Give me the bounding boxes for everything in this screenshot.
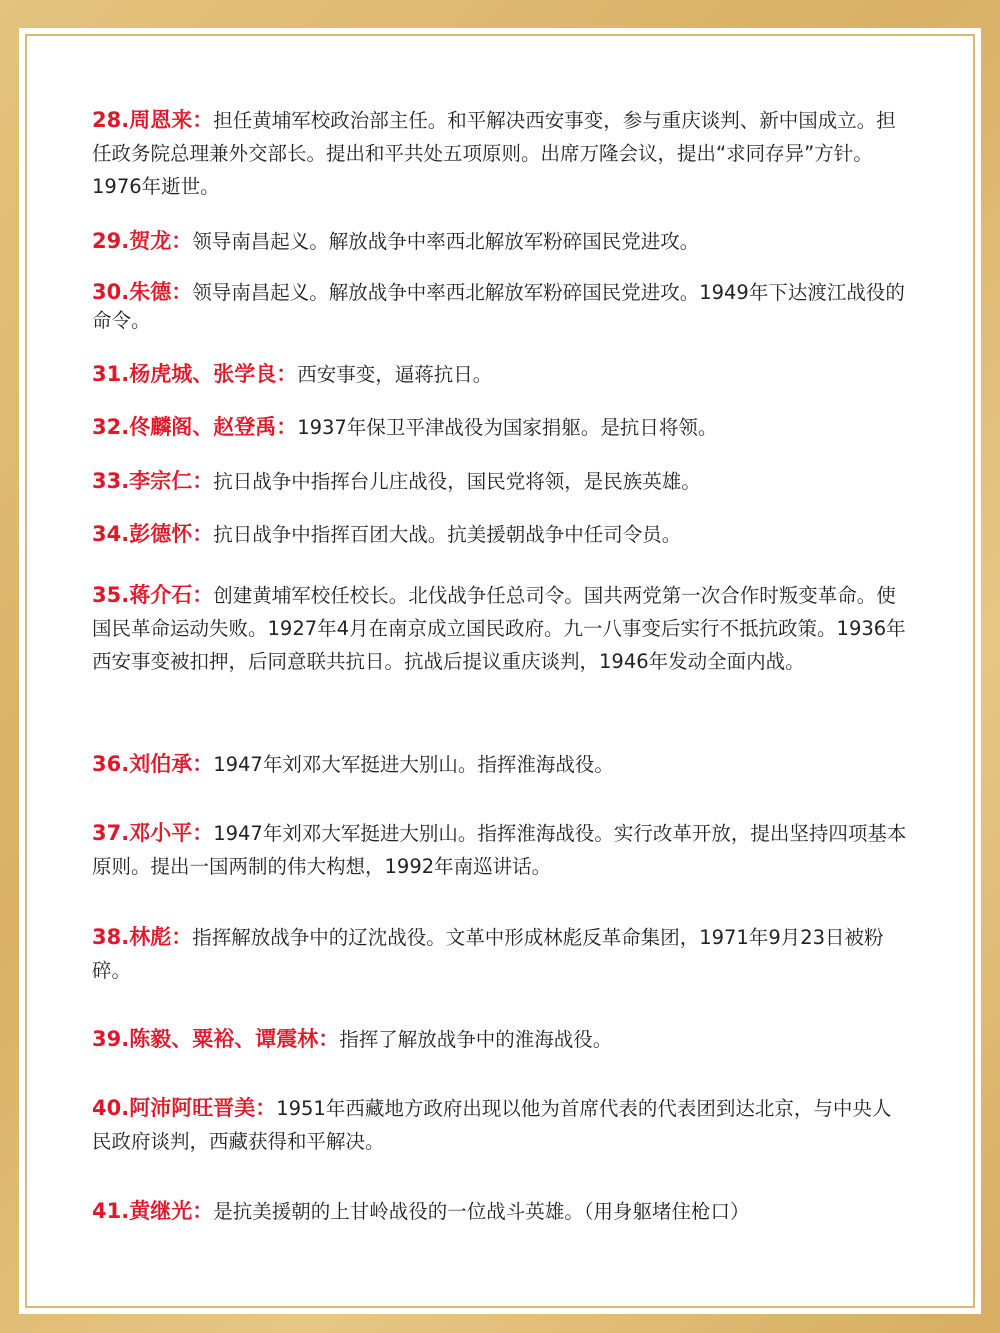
entry-40 [92,1092,910,1158]
entry-text: 领导南昌起义。解放战争中率西北解放军粉碎国民党进攻。1949年下达渡江战役的命令。 [92,281,905,332]
entry-name: 32.佟麟阁、赵登禹： [92,415,298,439]
entry-name: 39.陈毅、粟裕、谭震林： [92,1027,340,1051]
entry-39 [92,1023,910,1056]
entry-41 [92,1195,910,1228]
entry-28 [92,104,910,203]
entry-name: 36.刘伯承： [92,752,214,776]
entry-29 [92,225,910,258]
entry-text: 1937年保卫平津战役为国家捐躯。是抗日将领。 [297,416,718,439]
entry-text: 抗日战争中指挥百团大战。抗美援朝战争中任司令员。 [213,523,682,546]
entry-35 [92,579,910,678]
entry-name: 31.杨虎城、张学良： [92,362,298,386]
entry-37 [92,817,910,883]
entry-name: 35.蒋介石： [92,583,214,607]
entry-name: 33.李宗仁： [92,469,214,493]
entry-name: 40.阿沛阿旺晋美： [92,1096,277,1120]
entry-31 [92,358,910,391]
entry-text: 担任黄埔军校政治部主任。和平解决西安事变，参与重庆谈判、新中国成立。担任政务院总理兼外交部长。提出和平共处五项原则。出席万隆会议，提出“求同存异”方针。1976年逝世。 [92,109,896,198]
content-card [19,28,981,1314]
entry-34 [92,518,910,551]
entry-name: 29.贺龙： [92,229,193,253]
entry-32 [92,411,910,444]
entry-text: 1947年刘邓大军挺进大别山。指挥淮海战役。 [213,753,614,776]
entry-text: 1951年西藏地方政府出现以他为首席代表的代表团到达北京，与中央人民政府谈判，西藏获得和平解决。 [92,1097,892,1153]
entry-name: 28.周恩来： [92,108,214,132]
entry-text: 是抗美援朝的上甘岭战役的一位战斗英雄。（用身躯堵住枪口） [213,1200,750,1223]
entry-name: 34.彭德怀： [92,522,214,546]
entry-name: 30.朱德： [92,280,193,304]
entry-36 [92,748,910,781]
entry-text: 指挥了解放战争中的淮海战役。 [339,1028,613,1051]
entry-name: 37.邓小平： [92,821,214,845]
entry-text: 指挥解放战争中的辽沈战役。文革中形成林彪反革命集团，1971年9月23日被粉碎。 [92,926,884,982]
entry-text: 创建黄埔军校任校长。北伐战争任总司令。国共两党第一次合作时叛变革命。使国民革命运动失败。1927年4月在南京成立国民政府。九一八事变后实行不抵抗政策。1936年西安事变被扣押，后同意联共抗日。抗战后提议重庆谈判，1946年发动全面内战。 [92,584,906,673]
entry-text: 1947年刘邓大军挺进大别山。指挥淮海战役。实行改革开放，提出坚持四项基本原则。提出一国两制的伟大构想，1992年南巡讲话。 [92,822,907,878]
entry-30 [92,278,910,335]
entry-text: 抗日战争中指挥台儿庄战役，国民党将领，是民族英雄。 [213,470,701,493]
entry-33 [92,465,910,498]
entry-38 [92,921,910,987]
entry-text: 领导南昌起义。解放战争中率西北解放军粉碎国民党进攻。 [192,230,700,253]
entry-text: 西安事变，逼蒋抗日。 [297,363,493,386]
entry-name: 41.黄继光： [92,1199,214,1223]
entry-name: 38.林彪： [92,925,193,949]
